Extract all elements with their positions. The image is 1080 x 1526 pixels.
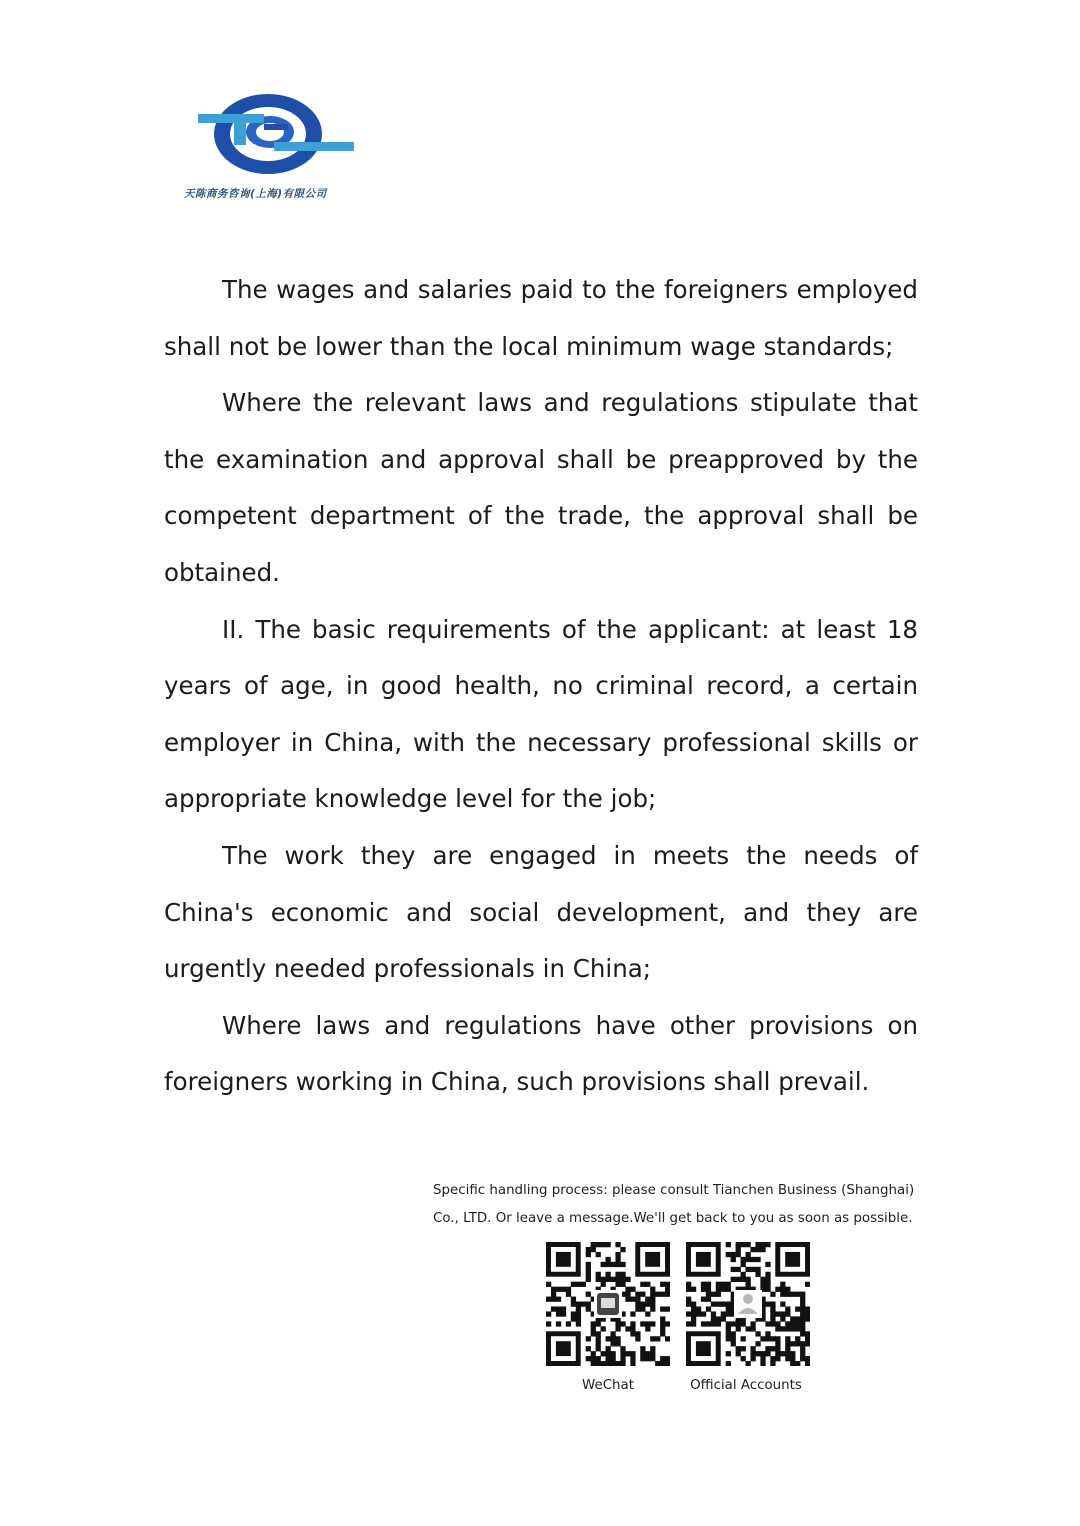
company-name-caption: 天陈商务咨询(上海)有限公司 (184, 188, 327, 200)
official-accounts-qr-code-icon[interactable] (686, 1242, 810, 1366)
wechat-qr-code-icon[interactable] (546, 1242, 670, 1366)
company-logo (180, 86, 370, 206)
paragraph-requirements: II. The basic requirements of the applicant: at least 18 years of age, in good health, no criminal record, a certain employer in China, with the necessary professional skills or appropriate knowledge level for the job; (164, 614, 918, 814)
paragraph-wages: The wages and salaries paid to the foreigners employed shall not be lower than the local minimum wage standards; (164, 275, 918, 361)
contact-note-line-2: Co., LTD. Or leave a message.We'll get back to you as soon as possible. (433, 1211, 913, 1226)
official-accounts-qr-label: Official Accounts (690, 1378, 802, 1393)
document-body (164, 262, 918, 1111)
contact-note-line-1: Specific handling process: please consult Tianchen Business (Shanghai) (433, 1183, 915, 1198)
contact-note (433, 1177, 913, 1233)
wechat-qr-label: WeChat (582, 1378, 634, 1393)
paragraph-approval: Where the relevant laws and regulations stipulate that the examination and approval shall be preapproved by the competent department of the trade, the approval shall be obtained. (164, 388, 918, 587)
paragraph-other-provisions: Where laws and regulations have other provisions on foreigners working in China, such provisions shall prevail. (164, 1010, 918, 1097)
paragraph-work-needs: The work they are engaged in meets the needs of China's economic and social development, and they are urgently needed professionals in China; (164, 840, 918, 984)
company-logo-emblem-icon (190, 86, 360, 186)
